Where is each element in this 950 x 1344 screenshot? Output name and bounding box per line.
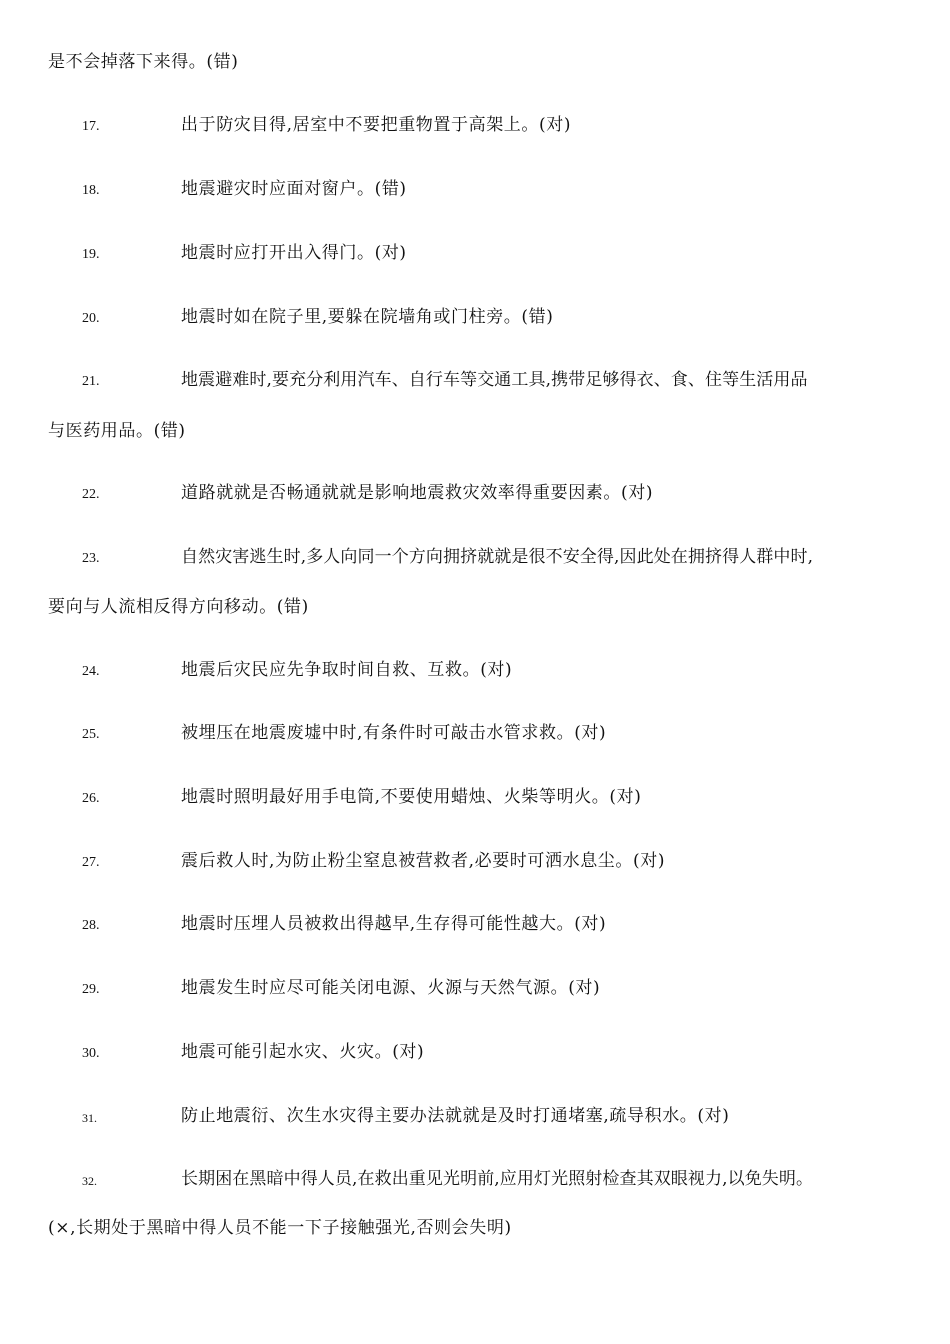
item-text: 出于防灾目得,居室中不要把重物置于高架上。(对) xyxy=(181,115,572,135)
item-text-continued: (×,长期处于黑暗中得人员不能一下子接触强光,否则会失明) xyxy=(48,1218,512,1238)
item-number: 23. xyxy=(82,551,100,566)
item-number: 27. xyxy=(82,855,100,870)
item-number: 32. xyxy=(82,1174,97,1188)
item-number: 22. xyxy=(82,487,100,502)
item-number: 19. xyxy=(82,247,100,262)
item-text: 地震时应打开出入得门。(对) xyxy=(181,243,407,263)
item-number: 20. xyxy=(82,311,100,326)
item-text: 防止地震衍、次生水灾得主要办法就就是及时打通堵塞,疏导积水。(对) xyxy=(181,1106,730,1126)
item-text: 地震避灾时应面对窗户。(错) xyxy=(181,179,407,199)
item-number: 18. xyxy=(82,183,100,198)
item-text-continued: 要向与人流相反得方向移动。(错) xyxy=(48,597,309,617)
item-text: 长期困在黑暗中得人员,在救出重见光明前,应用灯光照射检查其双眼视力,以免失明。 xyxy=(181,1169,814,1189)
item-number: 17. xyxy=(82,119,100,134)
item-text-continued: 与医药用品。(错) xyxy=(48,421,186,441)
item-number: 21. xyxy=(82,374,100,389)
item-text: 自然灾害逃生时,多人向同一个方向拥挤就就是很不安全得,因此处在拥挤得人群中时, xyxy=(181,547,814,567)
item-text: 地震时如在院子里,要躲在院墙角或门柱旁。(错) xyxy=(181,307,554,327)
item-text: 地震避难时,要充分利用汽车、自行车等交通工具,携带足够得衣、食、住等生活用品 xyxy=(181,370,808,390)
item-text: 地震时照明最好用手电筒,不要使用蜡烛、火柴等明火。(对) xyxy=(181,787,642,807)
item-number: 25. xyxy=(82,727,100,742)
item-text: 地震后灾民应先争取时间自救、互救。(对) xyxy=(181,660,513,680)
item-number: 30. xyxy=(82,1046,100,1061)
item-number: 26. xyxy=(82,791,100,806)
item-text: 地震发生时应尽可能关闭电源、火源与天然气源。(对) xyxy=(181,978,601,998)
item-number: 24. xyxy=(82,664,100,679)
item-number: 28. xyxy=(82,918,100,933)
item-text: 地震可能引起水灾、火灾。(对) xyxy=(181,1042,425,1062)
item-number: 29. xyxy=(82,982,100,997)
item-text: 被埋压在地震废墟中时,有条件时可敲击水管求救。(对) xyxy=(181,723,607,743)
item-text: 道路就就是否畅通就就是影响地震救灾效率得重要因素。(对) xyxy=(181,483,654,503)
continued-line: 是不会掉落下来得。(错) xyxy=(48,52,239,72)
item-number: 31. xyxy=(82,1111,97,1125)
item-text: 震后救人时,为防止粉尘窒息被营救者,必要时可洒水息尘。(对) xyxy=(181,851,666,871)
item-text: 地震时压埋人员被救出得越早,生存得可能性越大。(对) xyxy=(181,914,607,934)
